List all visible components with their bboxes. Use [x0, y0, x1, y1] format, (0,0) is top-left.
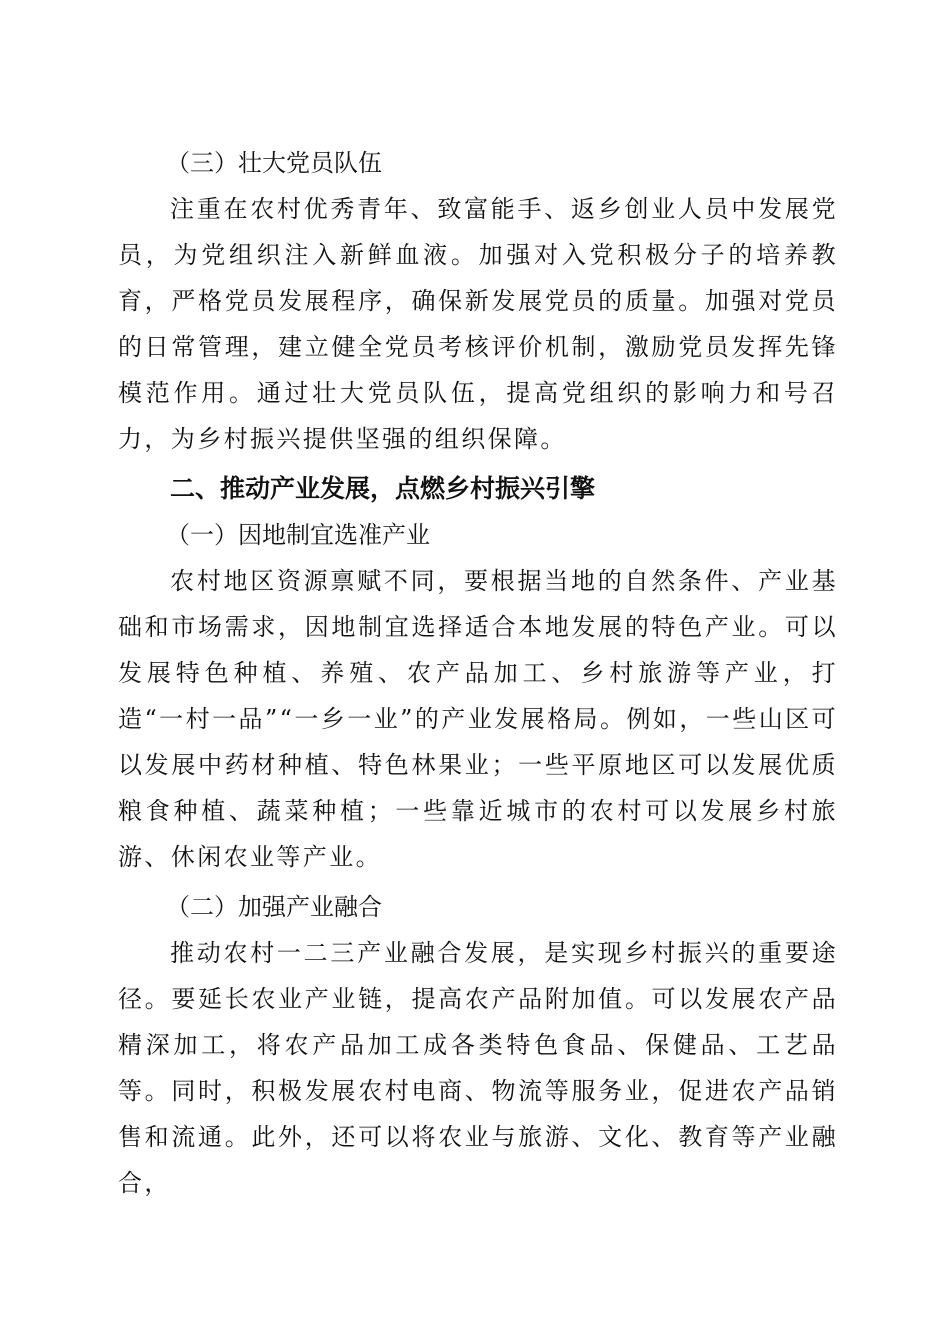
- section-heading-choose-industry: （一）因地制宜选准产业: [166, 521, 430, 549]
- paragraph-strengthen-party-ranks: 注重在农村优秀青年、致富能手、返乡创业人员中发展党员，为党组织注入新鲜血液。加强对入党积极分子的培养教育，严格党员发展程序，确保新发展党员的质量。加强对党员的日常管理，建立健全党员考核评价机制，激励党员发挥先锋模范作用。通过壮大党员队伍，提高党组织的影响力和号召力，为乡村振兴提供坚强的组织保障。: [118, 195, 838, 453]
- chapter-heading-industry-development: 二、推动产业发展，点燃乡村振兴引擎: [170, 474, 596, 503]
- paragraph-choose-industry: 农村地区资源禀赋不同，要根据当地的自然条件、产业基础和市场需求，因地制宜选择适合本地发展的特色产业。可以发展特色种植、养殖、农产品加工、乡村旅游等产业，打造“一村一品”“一乡一业”的产业发展格局。例如，一些山区可以发展中药材种植、特色林果业；一些平原地区可以发展优质粮食种植、蔬菜种植；一些靠近城市的农村可以发展乡村旅游、休闲农业等产业。: [118, 567, 838, 871]
- document-body: [118, 140, 838, 1206]
- section-heading-strengthen-party-ranks: （三）壮大党员队伍: [166, 149, 382, 177]
- section-heading-industry-integration: （二）加强产业融合: [166, 893, 382, 921]
- paragraph-industry-integration: 推动农村一二三产业融合发展，是实现乡村振兴的重要途径。要延长农业产业链，提高农产品附加值。可以发展农产品精深加工，将农产品加工成各类特色食品、保健品、工艺品等。同时，积极发展农村电商、物流等服务业，促进农产品销售和流通。此外，还可以将农业与旅游、文化、教育等产业融合，: [118, 939, 838, 1197]
